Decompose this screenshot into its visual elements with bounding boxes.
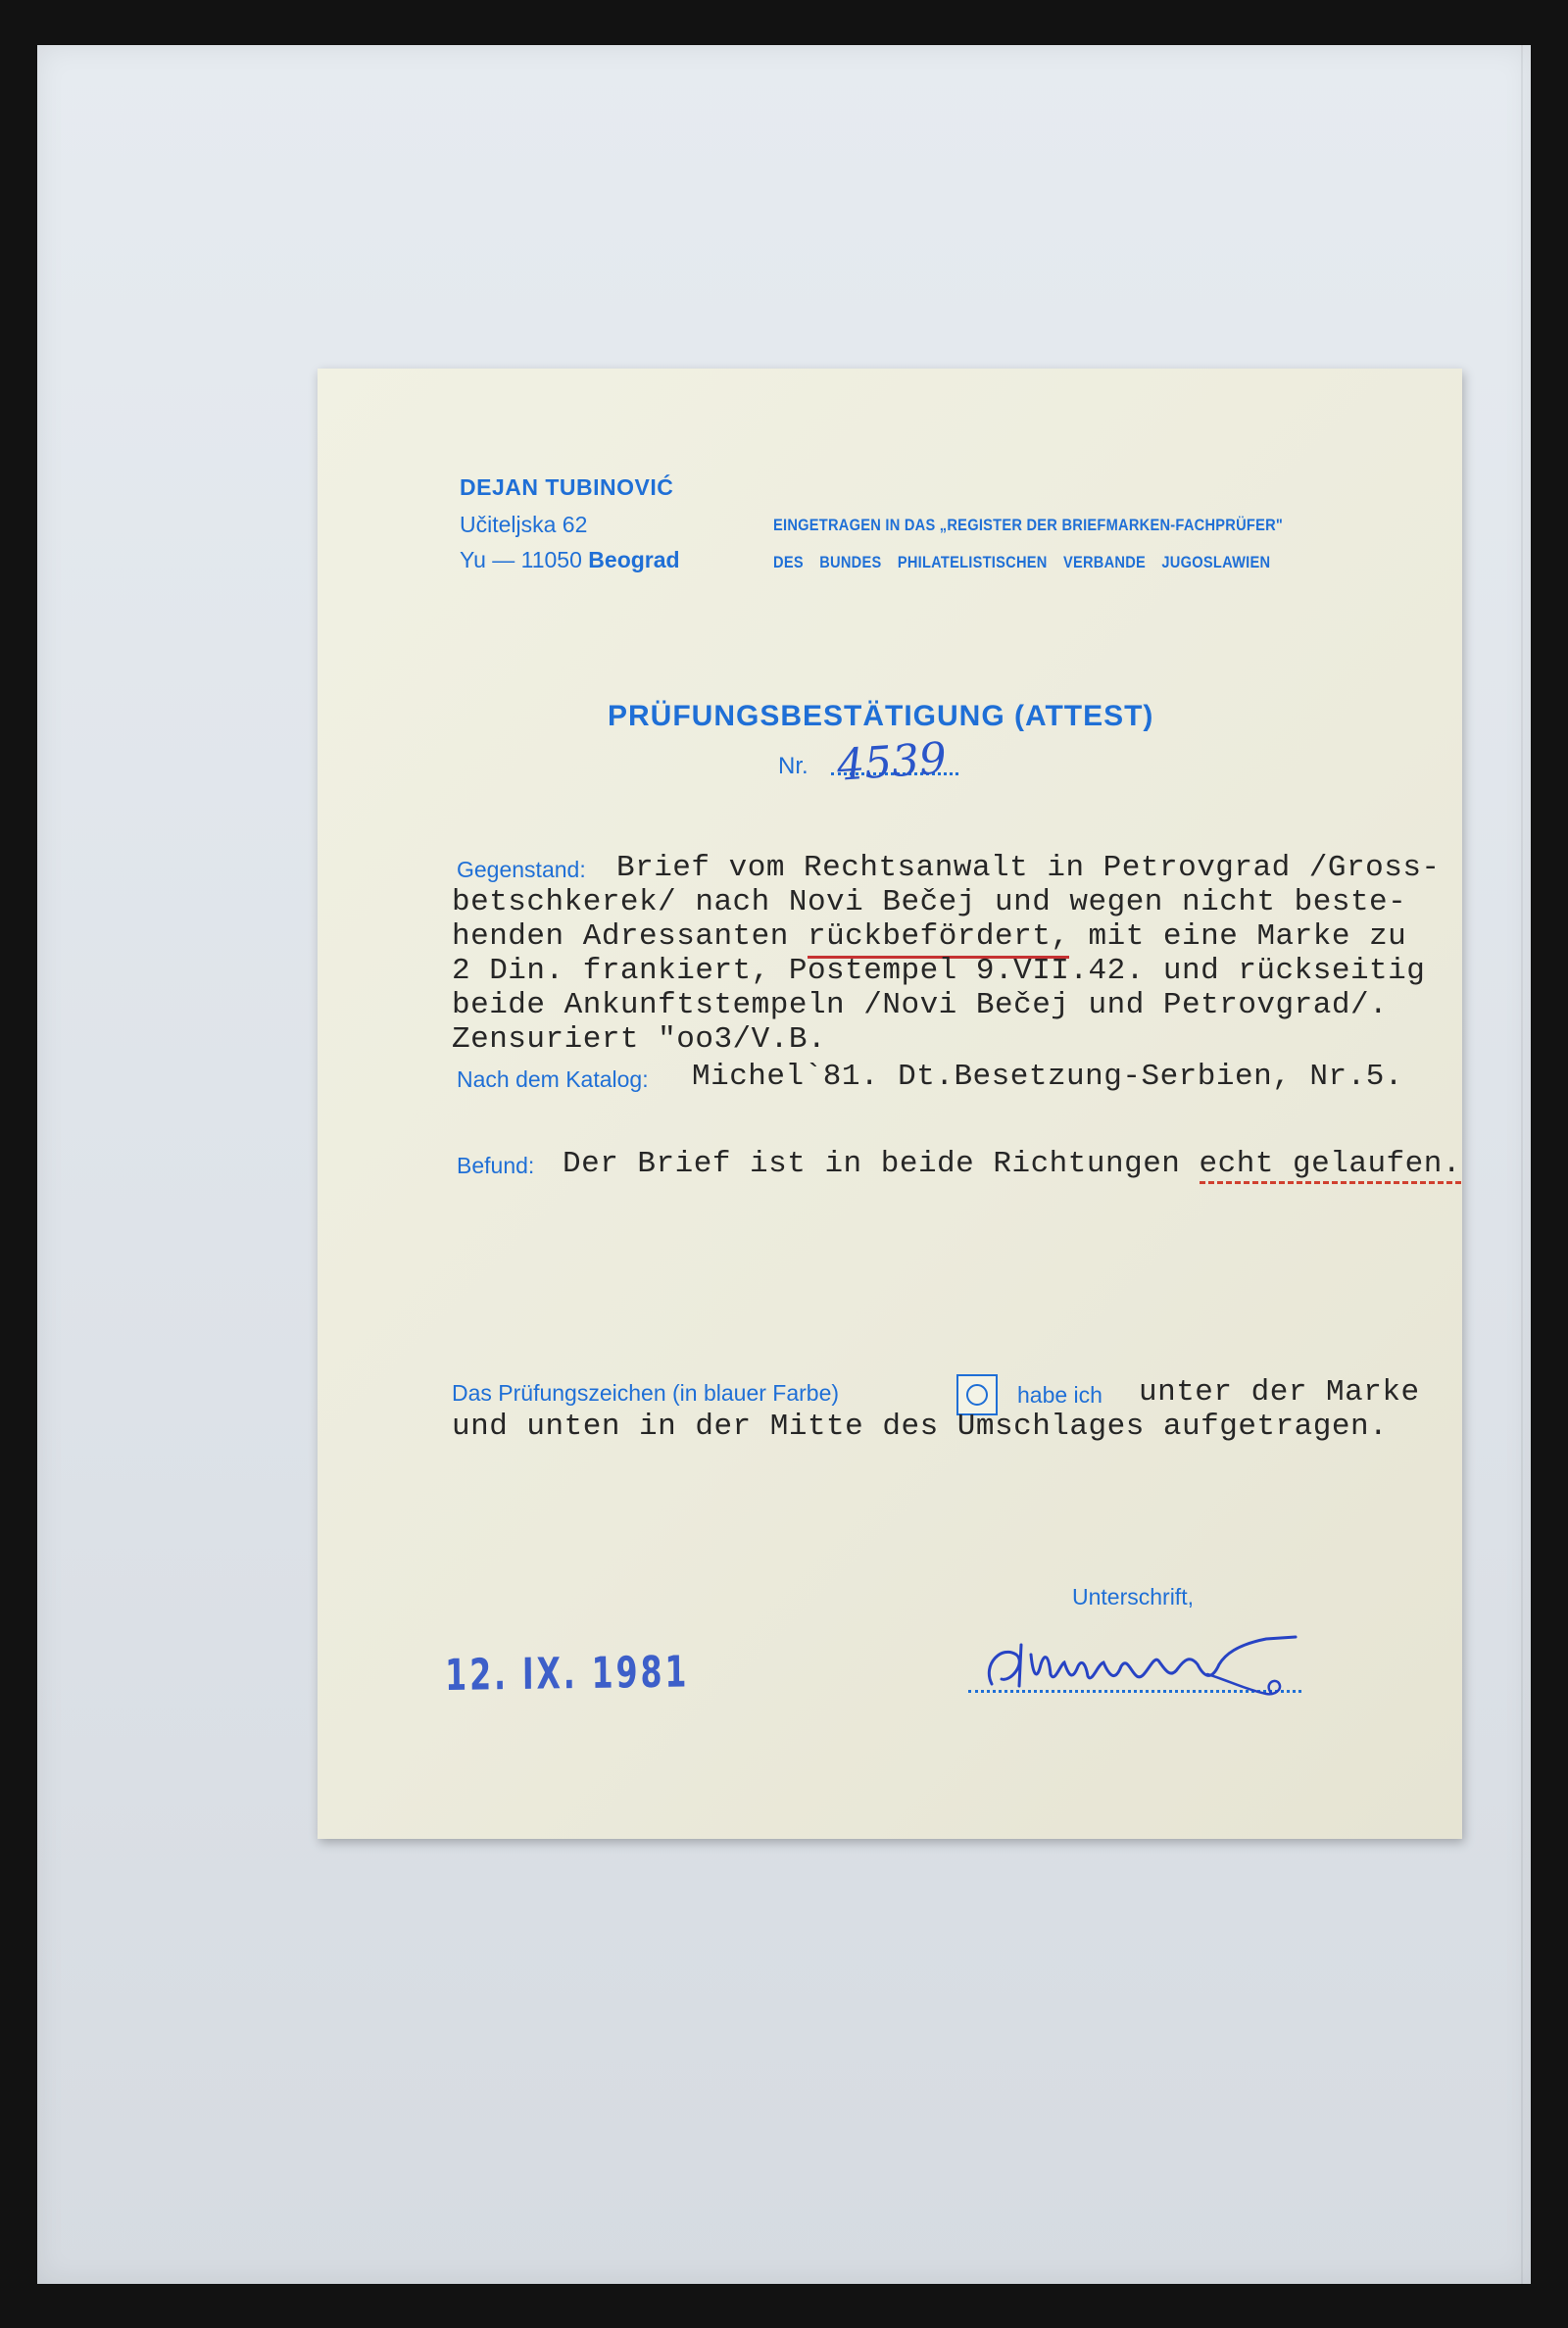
finding-emphasis: echt gelaufen. xyxy=(1200,1147,1461,1184)
subject-label: Gegenstand: xyxy=(457,857,586,882)
mark-label-after: habe ich xyxy=(1017,1382,1102,1408)
handwritten-signature xyxy=(972,1625,1345,1704)
mark-label-before: Das Prüfungszeichen (in blauer Farbe) xyxy=(452,1380,840,1406)
subject-line-3 xyxy=(452,919,1406,954)
date-stamp: 12. IX. 1981 xyxy=(445,1647,690,1701)
subject-line-6: Zensuriert "oo3/V.B. xyxy=(452,1022,827,1057)
subject-line-5: beide Ankunftstempeln /Novi Bečej und Petrovgrad/. xyxy=(452,988,1389,1022)
register-line-1: EINGETRAGEN IN DAS „REGISTER DER BRIEFMARKEN-FACHPRÜFER" xyxy=(773,516,1284,534)
finding-text-start: Der Brief ist in beide Richtungen xyxy=(563,1147,1200,1181)
certificate-number: 4539 xyxy=(835,733,949,791)
certificate-number-label: Nr. xyxy=(778,753,808,779)
catalog-value: Michel`81. Dt.Besetzung-Serbien, Nr.5. xyxy=(692,1060,1403,1094)
certificate-title: PRÜFUNGSBESTÄTIGUNG (ATTEST) xyxy=(608,700,1154,732)
issuer-city-prefix: Yu — 11050 xyxy=(460,547,582,572)
subject-line-4: 2 Din. frankiert, Postempel 9.VII.42. und rückseitig xyxy=(452,954,1426,988)
subject-line-2: betschkerek/ nach Novi Bečej und wegen nicht beste- xyxy=(452,885,1407,919)
album-page xyxy=(37,45,1531,2284)
mark-text-line-2: und unten in der Mitte des Umschlages aufgetragen. xyxy=(452,1410,1389,1444)
issuer-street: Učiteljska 62 xyxy=(460,512,588,537)
mark-text-line-1: unter der Marke xyxy=(1139,1375,1420,1410)
finding-text xyxy=(563,1147,1461,1181)
subject-line-3-end: mit eine Marke zu xyxy=(1069,919,1407,954)
album-fold xyxy=(1521,45,1523,2284)
issuer-city xyxy=(460,547,680,573)
certificate xyxy=(318,369,1462,1839)
signature-label: Unterschrift, xyxy=(1072,1584,1194,1610)
issuer-city-name: Beograd xyxy=(588,547,680,572)
issuer-name: DEJAN TUBINOVIĆ xyxy=(460,474,674,500)
subject-line-3-start: henden Adressanten xyxy=(452,919,808,954)
catalog-label: Nach dem Katalog: xyxy=(457,1066,649,1092)
returned-emphasis: rückbefördert, xyxy=(808,919,1069,959)
subject-line-1: Brief vom Rechtsanwalt in Petrovgrad /Gross- xyxy=(616,851,1441,885)
register-line-2: DES BUNDES PHILATELISTISCHEN VERBANDE JUGOSLAWIEN xyxy=(773,553,1271,571)
finding-label: Befund: xyxy=(457,1153,535,1178)
